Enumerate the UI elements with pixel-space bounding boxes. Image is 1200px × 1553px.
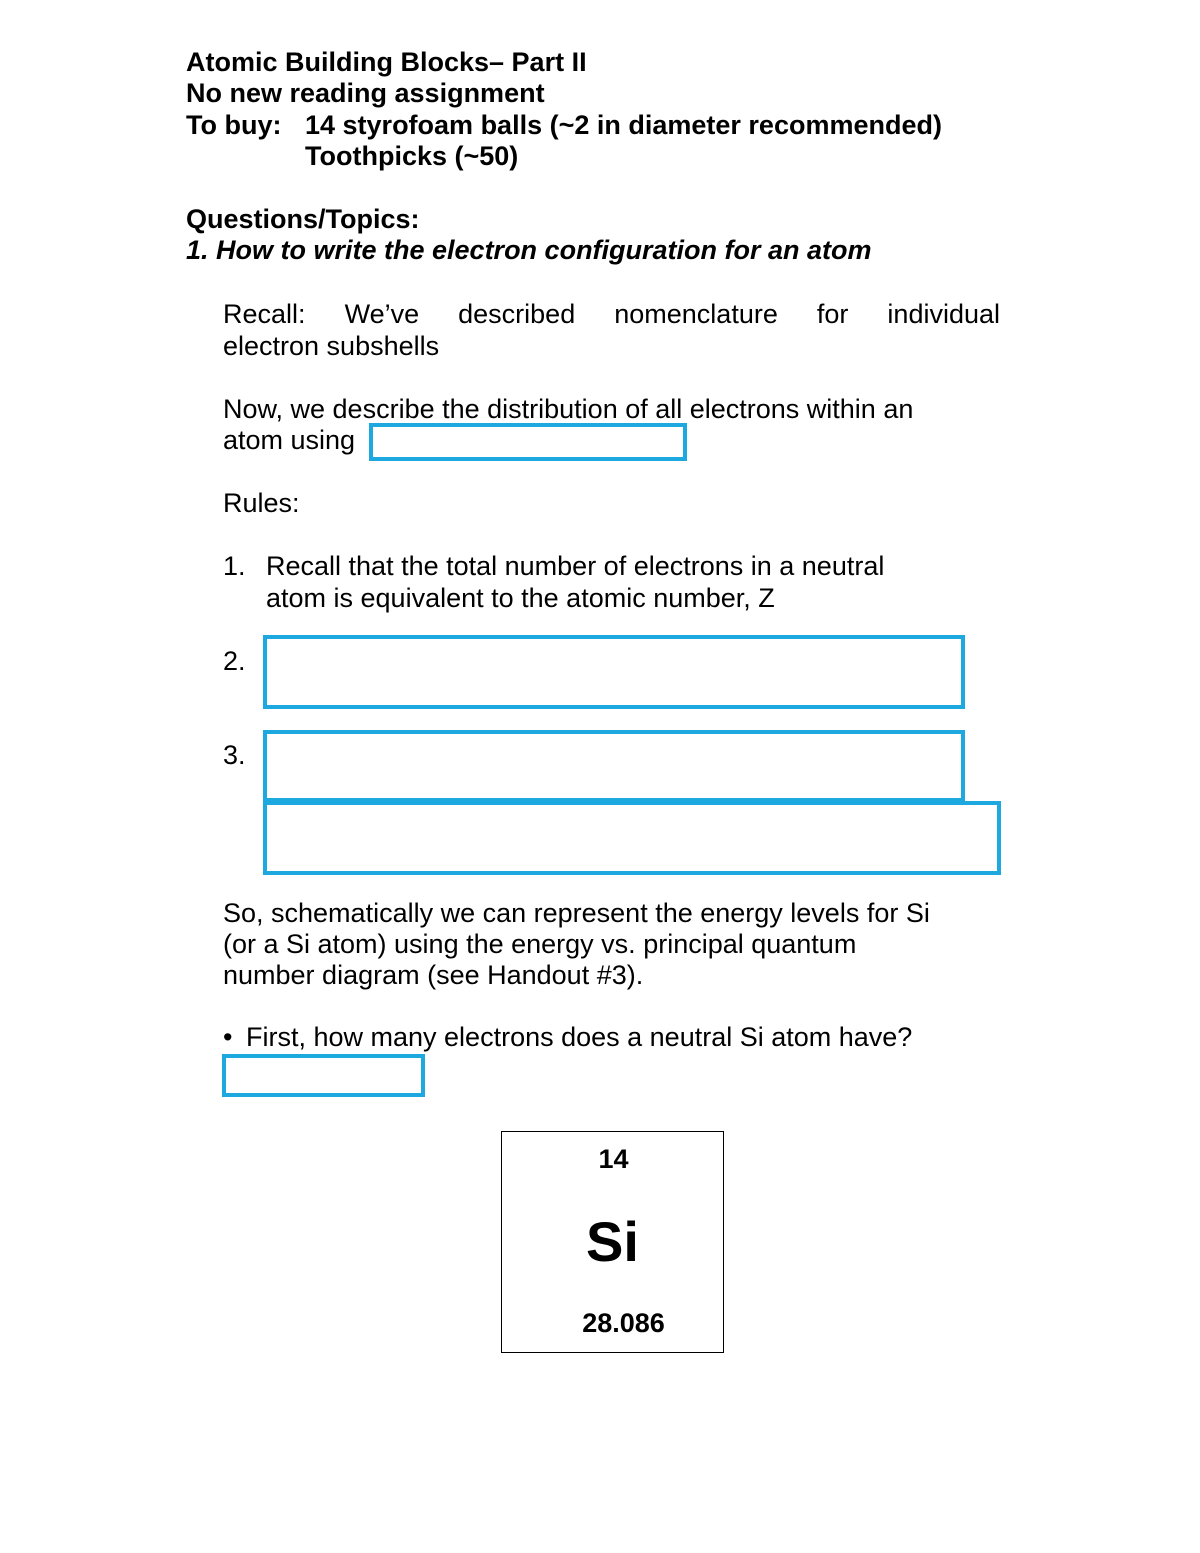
- page-title: Atomic Building Blocks– Part II: [186, 47, 587, 77]
- fill-in-blank-rule-3a[interactable]: [263, 730, 965, 802]
- question-electron-count: First, how many electrons does a neutral Si atom have?: [246, 1022, 913, 1052]
- so-line-2: (or a Si atom) using the energy vs. principal quantum: [223, 929, 857, 959]
- now-line-1: Now, we describe the distribution of all electrons within an: [223, 394, 914, 424]
- fill-in-blank-rule-2[interactable]: [263, 635, 965, 709]
- bullet-marker: •: [223, 1022, 233, 1052]
- so-line-1: So, schematically we can represent the energy levels for Si: [223, 898, 930, 928]
- atomic-mass: 28.086: [582, 1308, 665, 1338]
- to-buy-item-styrofoam: 14 styrofoam balls (~2 in diameter recommended): [305, 110, 942, 140]
- reading-note: No new reading assignment: [186, 78, 545, 108]
- topic-1-heading: 1. How to write the electron configuration for an atom: [186, 235, 872, 265]
- rule-3-number: 3.: [223, 740, 246, 770]
- rule-1-line-2: atom is equivalent to the atomic number, Z: [266, 583, 775, 613]
- so-line-3: number diagram (see Handout #3).: [223, 960, 644, 990]
- element-symbol: Si: [586, 1210, 639, 1273]
- fill-in-blank-electron-count[interactable]: [222, 1054, 425, 1097]
- rules-heading: Rules:: [223, 488, 300, 518]
- recall-line-2: electron subshells: [223, 331, 440, 361]
- fill-in-blank-rule-3b[interactable]: [263, 801, 1001, 875]
- element-tile-silicon: [501, 1131, 724, 1353]
- now-line-2: atom using: [223, 425, 356, 455]
- atomic-number: 14: [598, 1144, 629, 1174]
- rule-2-number: 2.: [223, 646, 246, 676]
- rule-1-line-1: Recall that the total number of electrons in a neutral: [266, 551, 885, 581]
- to-buy-item-toothpicks: Toothpicks (~50): [305, 141, 519, 171]
- rule-1-number: 1.: [223, 551, 246, 581]
- to-buy-label: To buy:: [186, 110, 282, 140]
- recall-line-1: Recall: We’ve described nomenclature for individual: [223, 299, 1000, 329]
- questions-heading: Questions/Topics:: [186, 204, 420, 234]
- fill-in-blank-configuration[interactable]: [369, 423, 687, 461]
